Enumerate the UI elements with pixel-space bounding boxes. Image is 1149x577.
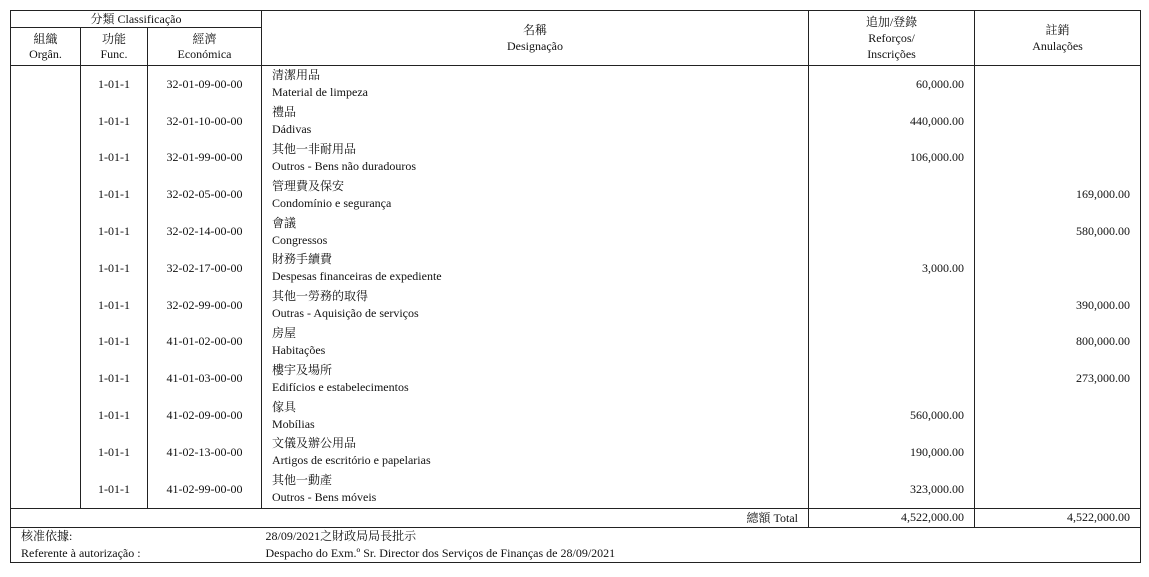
cancellation-amount	[975, 140, 1141, 177]
organ-cell	[11, 324, 81, 361]
designation-pt: Congressos	[272, 232, 328, 247]
func-cell: 1-01-1	[81, 434, 148, 471]
designation-pt: Despesas financeiras de expediente	[272, 269, 442, 284]
reinforcement-amount	[809, 324, 975, 361]
organ-cell	[11, 140, 81, 177]
designation-zh: 管理費及保安	[272, 178, 345, 193]
func-header-pt: Func.	[100, 46, 128, 61]
authorization-footer	[10, 528, 1141, 563]
total-label: 總額 Total	[11, 508, 809, 527]
func-cell: 1-01-1	[81, 250, 148, 287]
econ-code-cell: 41-02-99-00-00	[148, 471, 262, 508]
designation-pt: Outras - Aquisição de serviços	[272, 306, 419, 321]
cancellations-header	[975, 11, 1141, 66]
designation-pt: Habitações	[272, 342, 326, 357]
cancellation-amount	[975, 250, 1141, 287]
table-row	[11, 176, 1141, 213]
designation-zh: 其他一非耐用品	[272, 141, 357, 156]
designation-header	[262, 11, 809, 66]
reinforcement-amount: 106,000.00	[809, 140, 975, 177]
func-header	[81, 28, 148, 66]
authorization-label-zh: 核准依據:	[21, 528, 73, 543]
func-cell: 1-01-1	[81, 66, 148, 103]
cancellation-amount	[975, 471, 1141, 508]
cancellation-amount: 273,000.00	[975, 360, 1141, 397]
designation-pt: Material de limpeza	[272, 85, 368, 100]
func-cell: 1-01-1	[81, 176, 148, 213]
designation-zh: 財務手續費	[272, 252, 333, 267]
total-cancellations: 4,522,000.00	[975, 508, 1141, 527]
reinforcement-amount	[809, 287, 975, 324]
designation-header-zh: 名稱	[523, 23, 548, 37]
table-row	[11, 66, 1141, 103]
econ-code-cell: 32-01-10-00-00	[148, 103, 262, 140]
econ-code-cell: 41-02-09-00-00	[148, 397, 262, 434]
table-row	[11, 287, 1141, 324]
cancellation-amount	[975, 397, 1141, 434]
table-row	[11, 434, 1141, 471]
table-row	[11, 250, 1141, 287]
econ-code-cell: 32-01-09-00-00	[148, 66, 262, 103]
reinforcements-header-zh: 追加/登錄	[865, 15, 918, 29]
designation-pt: Outros - Bens móveis	[272, 490, 377, 505]
organ-cell	[11, 176, 81, 213]
cancellation-amount	[975, 434, 1141, 471]
organ-cell	[11, 103, 81, 140]
designation-cell	[262, 287, 809, 324]
econ-code-cell: 32-02-17-00-00	[148, 250, 262, 287]
designation-cell	[262, 140, 809, 177]
designation-zh: 傢具	[272, 399, 297, 414]
reinforcement-amount	[809, 176, 975, 213]
cancellation-amount: 390,000.00	[975, 287, 1141, 324]
func-cell: 1-01-1	[81, 140, 148, 177]
designation-zh: 禮品	[272, 105, 297, 120]
budget-document	[10, 10, 1140, 563]
designation-cell	[262, 471, 809, 508]
designation-cell	[262, 250, 809, 287]
reinforcement-amount: 3,000.00	[809, 250, 975, 287]
designation-zh: 文儀及辦公用品	[272, 436, 357, 451]
econ-code-cell: 32-02-05-00-00	[148, 176, 262, 213]
table-row	[11, 103, 1141, 140]
reinforcement-amount: 60,000.00	[809, 66, 975, 103]
designation-cell	[262, 213, 809, 250]
organ-cell	[11, 213, 81, 250]
cancellation-amount	[975, 66, 1141, 103]
func-cell: 1-01-1	[81, 103, 148, 140]
reinforcements-header-pt2: Inscrições	[867, 47, 916, 61]
econ-code-cell: 32-02-99-00-00	[148, 287, 262, 324]
organ-header	[11, 28, 81, 66]
designation-pt: Edifícios e estabelecimentos	[272, 379, 409, 394]
designation-zh: 其他一勞務的取得	[272, 289, 369, 304]
econ-code-cell: 41-01-02-00-00	[148, 324, 262, 361]
econ-header-zh: 經濟	[192, 31, 217, 46]
designation-zh: 房屋	[272, 325, 297, 340]
cancellation-amount: 169,000.00	[975, 176, 1141, 213]
econ-header	[148, 28, 262, 66]
func-cell: 1-01-1	[81, 471, 148, 508]
table-body	[11, 66, 1141, 509]
econ-code-cell: 41-01-03-00-00	[148, 360, 262, 397]
table-row	[11, 324, 1141, 361]
econ-code-cell: 41-02-13-00-00	[148, 434, 262, 471]
designation-zh: 清潔用品	[272, 68, 321, 83]
designation-cell	[262, 66, 809, 103]
econ-code-cell: 32-02-14-00-00	[148, 213, 262, 250]
reinforcements-header	[809, 11, 975, 66]
designation-cell	[262, 324, 809, 361]
econ-code-cell: 32-01-99-00-00	[148, 140, 262, 177]
func-header-zh: 功能	[101, 31, 126, 46]
table-row	[11, 471, 1141, 508]
cancellation-amount: 800,000.00	[975, 324, 1141, 361]
designation-cell	[262, 176, 809, 213]
organ-cell	[11, 397, 81, 434]
cancellations-header-pt: Anulações	[1032, 39, 1083, 53]
cancellation-amount	[975, 103, 1141, 140]
organ-cell	[11, 471, 81, 508]
table-row	[11, 397, 1141, 434]
total-row	[11, 508, 1141, 527]
designation-zh: 會議	[272, 215, 297, 230]
designation-zh: 其他一動產	[272, 473, 333, 488]
designation-pt: Mobílias	[272, 416, 315, 431]
authorization-text-zh: 28/09/2021之財政局局長批示	[265, 528, 417, 543]
designation-cell	[262, 103, 809, 140]
func-cell: 1-01-1	[81, 287, 148, 324]
econ-header-pt: Económica	[177, 46, 232, 61]
designation-pt: Dádivas	[272, 122, 312, 137]
organ-cell	[11, 287, 81, 324]
organ-cell	[11, 66, 81, 103]
designation-header-pt: Designação	[507, 39, 563, 53]
table-row	[11, 140, 1141, 177]
authorization-label-pt: Referente à autorização :	[21, 545, 141, 560]
cancellations-header-zh: 註銷	[1045, 23, 1070, 37]
budget-table	[10, 10, 1141, 528]
func-cell: 1-01-1	[81, 397, 148, 434]
table-row	[11, 360, 1141, 397]
designation-pt: Outros - Bens não duradouros	[272, 158, 416, 173]
organ-cell	[11, 250, 81, 287]
designation-cell	[262, 434, 809, 471]
organ-cell	[11, 434, 81, 471]
table-row	[11, 213, 1141, 250]
reinforcement-amount	[809, 213, 975, 250]
reinforcement-amount	[809, 360, 975, 397]
func-cell: 1-01-1	[81, 213, 148, 250]
func-cell: 1-01-1	[81, 360, 148, 397]
organ-header-pt: Orgân.	[29, 46, 62, 61]
authorization-text-pt: Despacho do Exm.º Sr. Director dos Serviços de Finanças de 28/09/2021	[265, 545, 616, 560]
organ-cell	[11, 360, 81, 397]
designation-pt: Artigos de escritório e papelarias	[272, 453, 431, 468]
designation-cell	[262, 360, 809, 397]
designation-cell	[262, 397, 809, 434]
designation-pt: Condomínio e segurança	[272, 195, 392, 210]
classification-header: 分類 Classificação	[11, 11, 262, 28]
cancellation-amount: 580,000.00	[975, 213, 1141, 250]
reinforcement-amount: 440,000.00	[809, 103, 975, 140]
func-cell: 1-01-1	[81, 324, 148, 361]
reinforcement-amount: 560,000.00	[809, 397, 975, 434]
reinforcement-amount: 190,000.00	[809, 434, 975, 471]
designation-zh: 樓宇及場所	[272, 362, 333, 377]
organ-header-zh: 組織	[33, 31, 58, 46]
total-reinforcements: 4,522,000.00	[809, 508, 975, 527]
reinforcements-header-pt1: Reforços/	[868, 31, 915, 45]
reinforcement-amount: 323,000.00	[809, 471, 975, 508]
